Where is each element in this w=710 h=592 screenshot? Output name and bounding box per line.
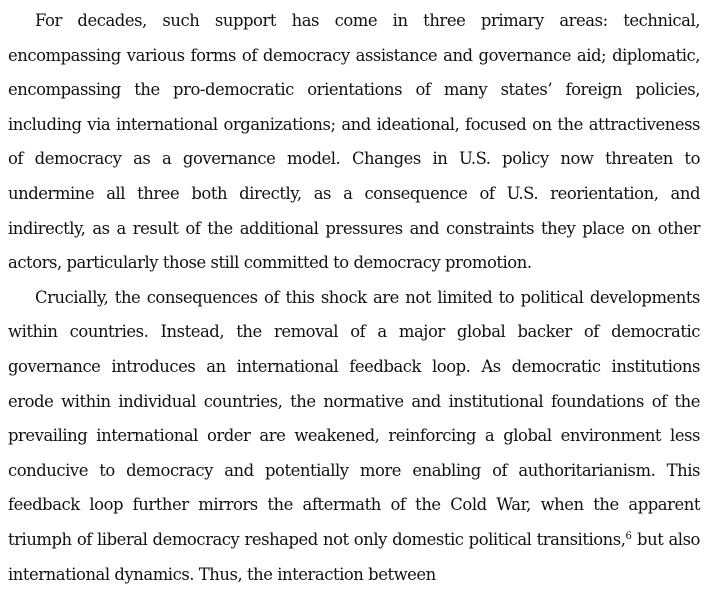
paragraph-text-before-footnote: Crucially, the consequences of this shock are not limited to political developments within countries. Instead, the removal of a major global backer of democratic governance introduces an international feedback loop. As democratic institutions erode within individual countries, the normative and institutional foundations of the prevailing international order are weakened, reinforcing a global environment less conducive to democracy and potentially more enabling of authoritarianism. This feedback loop further mirrors the aftermath of the Cold War, when the apparent triumph of liberal democracy reshaped not only domestic political transitions, xyxy=(8,287,700,549)
paragraph-text-after-footnote: but also international dynamics. Thus, the interaction between xyxy=(8,529,700,584)
paragraph-support-areas xyxy=(8,4,700,281)
paragraph-feedback-loop xyxy=(8,281,700,592)
footnote-marker[interactable]: 6 xyxy=(625,530,632,542)
paragraph-text: For decades, such support has come in three primary areas: technical, encompassing various forms of democracy assistance and governance aid; diplomatic, encompassing the pro-democratic orientations of many states’ foreign policies, including via international organizations; and ideational, focused on the attractiveness of democracy as a governance model. Changes in U.S. policy now threaten to undermine all three both directly, as a consequence of U.S. reorientation, and indirectly, as a result of the additional pressures and constraints they place on other actors, particularly those still committed to democracy promotion. xyxy=(8,11,700,273)
document-page xyxy=(8,4,700,592)
